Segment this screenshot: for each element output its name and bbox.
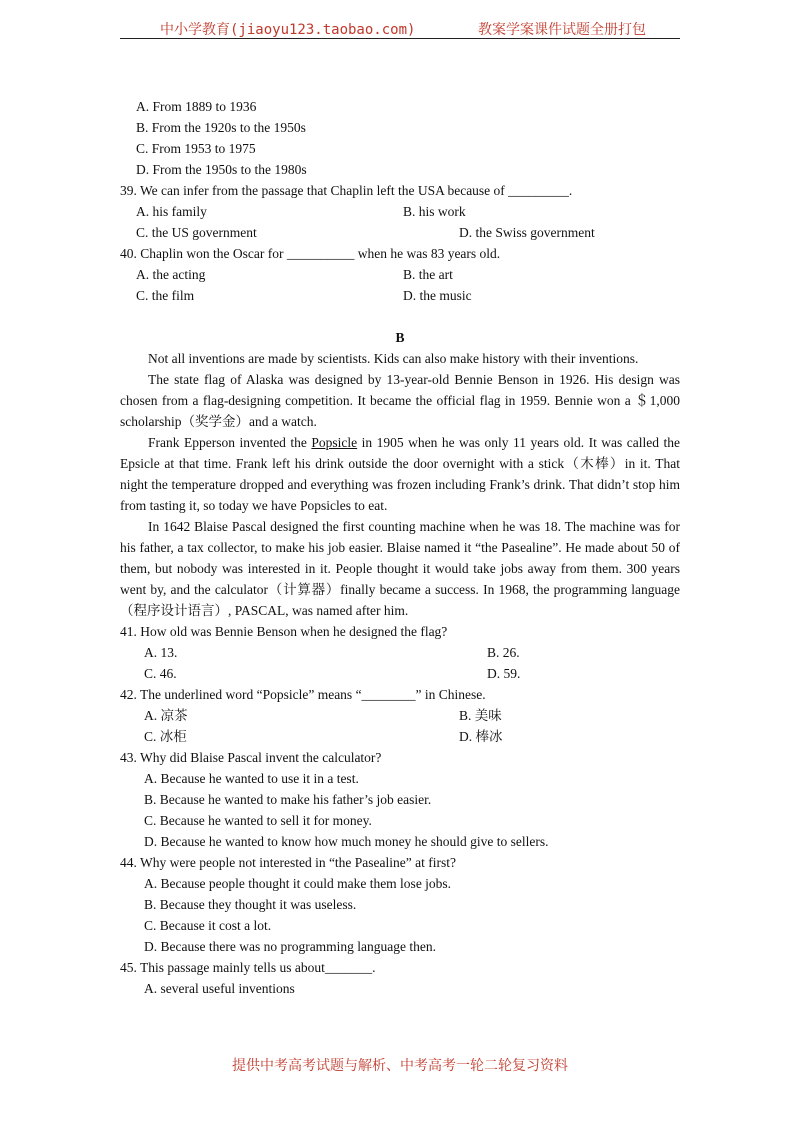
q40-options-row-2 — [120, 285, 680, 306]
q41-option-b: B. 26. — [487, 645, 520, 660]
q41-option-a: A. 13. — [144, 645, 178, 660]
q40-options-row-1 — [120, 264, 680, 285]
q38-option-c: C. From 1953 to 1975 — [136, 141, 256, 156]
q38-option-a: A. From 1889 to 1936 — [136, 99, 257, 114]
q39-option-c: C. the US government — [136, 225, 257, 240]
passage-paragraph-2: The state flag of Alaska was designed by 13-year-old Bennie Benson in 1926. His design was chosen from a flag-designing competition. It became the official flag in 1959. Bennie won a ＄1,000 scholarship（奖学金）and a watch. — [120, 372, 680, 429]
passage-paragraph-4: In 1642 Blaise Pascal designed the first counting machine when he was 18. The machine was for his father, a tax collector, to make his job easier. Blaise named it “the Pasealine”. He made about 50 of them, but nobody was interested in it. People thought it would take jobs away from them. 300 years went by, and the calculator（计算器）finally became a success. In 1968, the programming language（程序设计语言）, PASCAL, was named after him. — [120, 519, 680, 618]
q39-option-a: A. his family — [136, 204, 207, 219]
q41-option-d: D. 59. — [487, 666, 521, 681]
q41-option-c: C. 46. — [144, 666, 177, 681]
q43-option-d: D. Because he wanted to know how much money he should give to sellers. — [144, 834, 549, 849]
q43-option-a: A. Because he wanted to use it in a test. — [144, 771, 359, 786]
q39-option-d: D. the Swiss government — [459, 225, 595, 240]
header-right-text: 教案学案课件试题全册打包 — [478, 22, 646, 38]
q41-options-row-2 — [120, 663, 680, 684]
q39-stem: 39. We can infer from the passage that Chaplin left the USA because of _________. — [120, 183, 573, 198]
q44-option-a: A. Because people thought it could make them lose jobs. — [144, 876, 452, 891]
section-b-title: B — [395, 330, 405, 345]
q40-stem: 40. Chaplin won the Oscar for __________ when he was 83 years old. — [120, 246, 501, 261]
q44-option-b: B. Because they thought it was useless. — [144, 897, 357, 912]
q43-option-b: B. Because he wanted to make his father’s job easier. — [144, 792, 432, 807]
header-left-text: 中小学教育(jiaoyu123.taobao.com) — [160, 22, 416, 38]
q40-option-d: D. the music — [403, 288, 472, 303]
q39-option-b: B. his work — [403, 204, 466, 219]
q42-options-row-2 — [120, 726, 680, 747]
document-body — [120, 96, 680, 999]
q40-option-b: B. the art — [403, 267, 453, 282]
q42-options-row-1 — [120, 705, 680, 726]
p3-text-after: in 1905 when he was only 11 years old. It was called the Epsicle at that time. Frank left his drink outside the door overnight with a stick（木棒）in it. That night the temperature dropped and everything was frozen including Frank’s drink. That didn’t stop him from tasting it, so today we have Popsicles to eat. — [120, 435, 680, 513]
q43-option-c: C. Because he wanted to sell it for money. — [144, 813, 372, 828]
q45-stem: 45. This passage mainly tells us about_______. — [120, 960, 376, 975]
page-header — [120, 16, 680, 39]
underlined-word-popsicle: Popsicle — [311, 435, 358, 450]
passage-paragraph-1: Not all inventions are made by scientists. Kids can also make history with their inventions. — [148, 351, 639, 366]
q42-option-c: C. 冰柜 — [144, 729, 187, 744]
page-footer: 提供中考高考试题与解析、中考高考一轮二轮复习资料 — [232, 1058, 568, 1074]
q41-options-row-1 — [120, 642, 680, 663]
q45-option-a: A. several useful inventions — [144, 981, 295, 996]
q42-stem: 42. The underlined word “Popsicle” means “________” in Chinese. — [120, 687, 486, 702]
q41-stem: 41. How old was Bennie Benson when he designed the flag? — [120, 624, 448, 639]
q39-options-row-1 — [120, 201, 680, 222]
q40-option-a: A. the acting — [136, 267, 206, 282]
q42-option-a: A. 凉茶 — [144, 708, 188, 723]
q43-stem: 43. Why did Blaise Pascal invent the calculator? — [120, 750, 382, 765]
q44-stem: 44. Why were people not interested in “the Pasealine” at first? — [120, 855, 457, 870]
q38-option-d: D. From the 1950s to the 1980s — [136, 162, 307, 177]
q39-options-row-2 — [120, 222, 680, 243]
q42-option-b: B. 美味 — [459, 708, 502, 723]
q42-option-d: D. 棒冰 — [459, 729, 503, 744]
q38-option-b: B. From the 1920s to the 1950s — [136, 120, 306, 135]
q44-option-c: C. Because it cost a lot. — [144, 918, 272, 933]
q44-option-d: D. Because there was no programming language then. — [144, 939, 437, 954]
passage-paragraph-3 — [120, 432, 680, 516]
p3-text-before: Frank Epperson invented the — [148, 435, 312, 450]
q40-option-c: C. the film — [136, 288, 195, 303]
